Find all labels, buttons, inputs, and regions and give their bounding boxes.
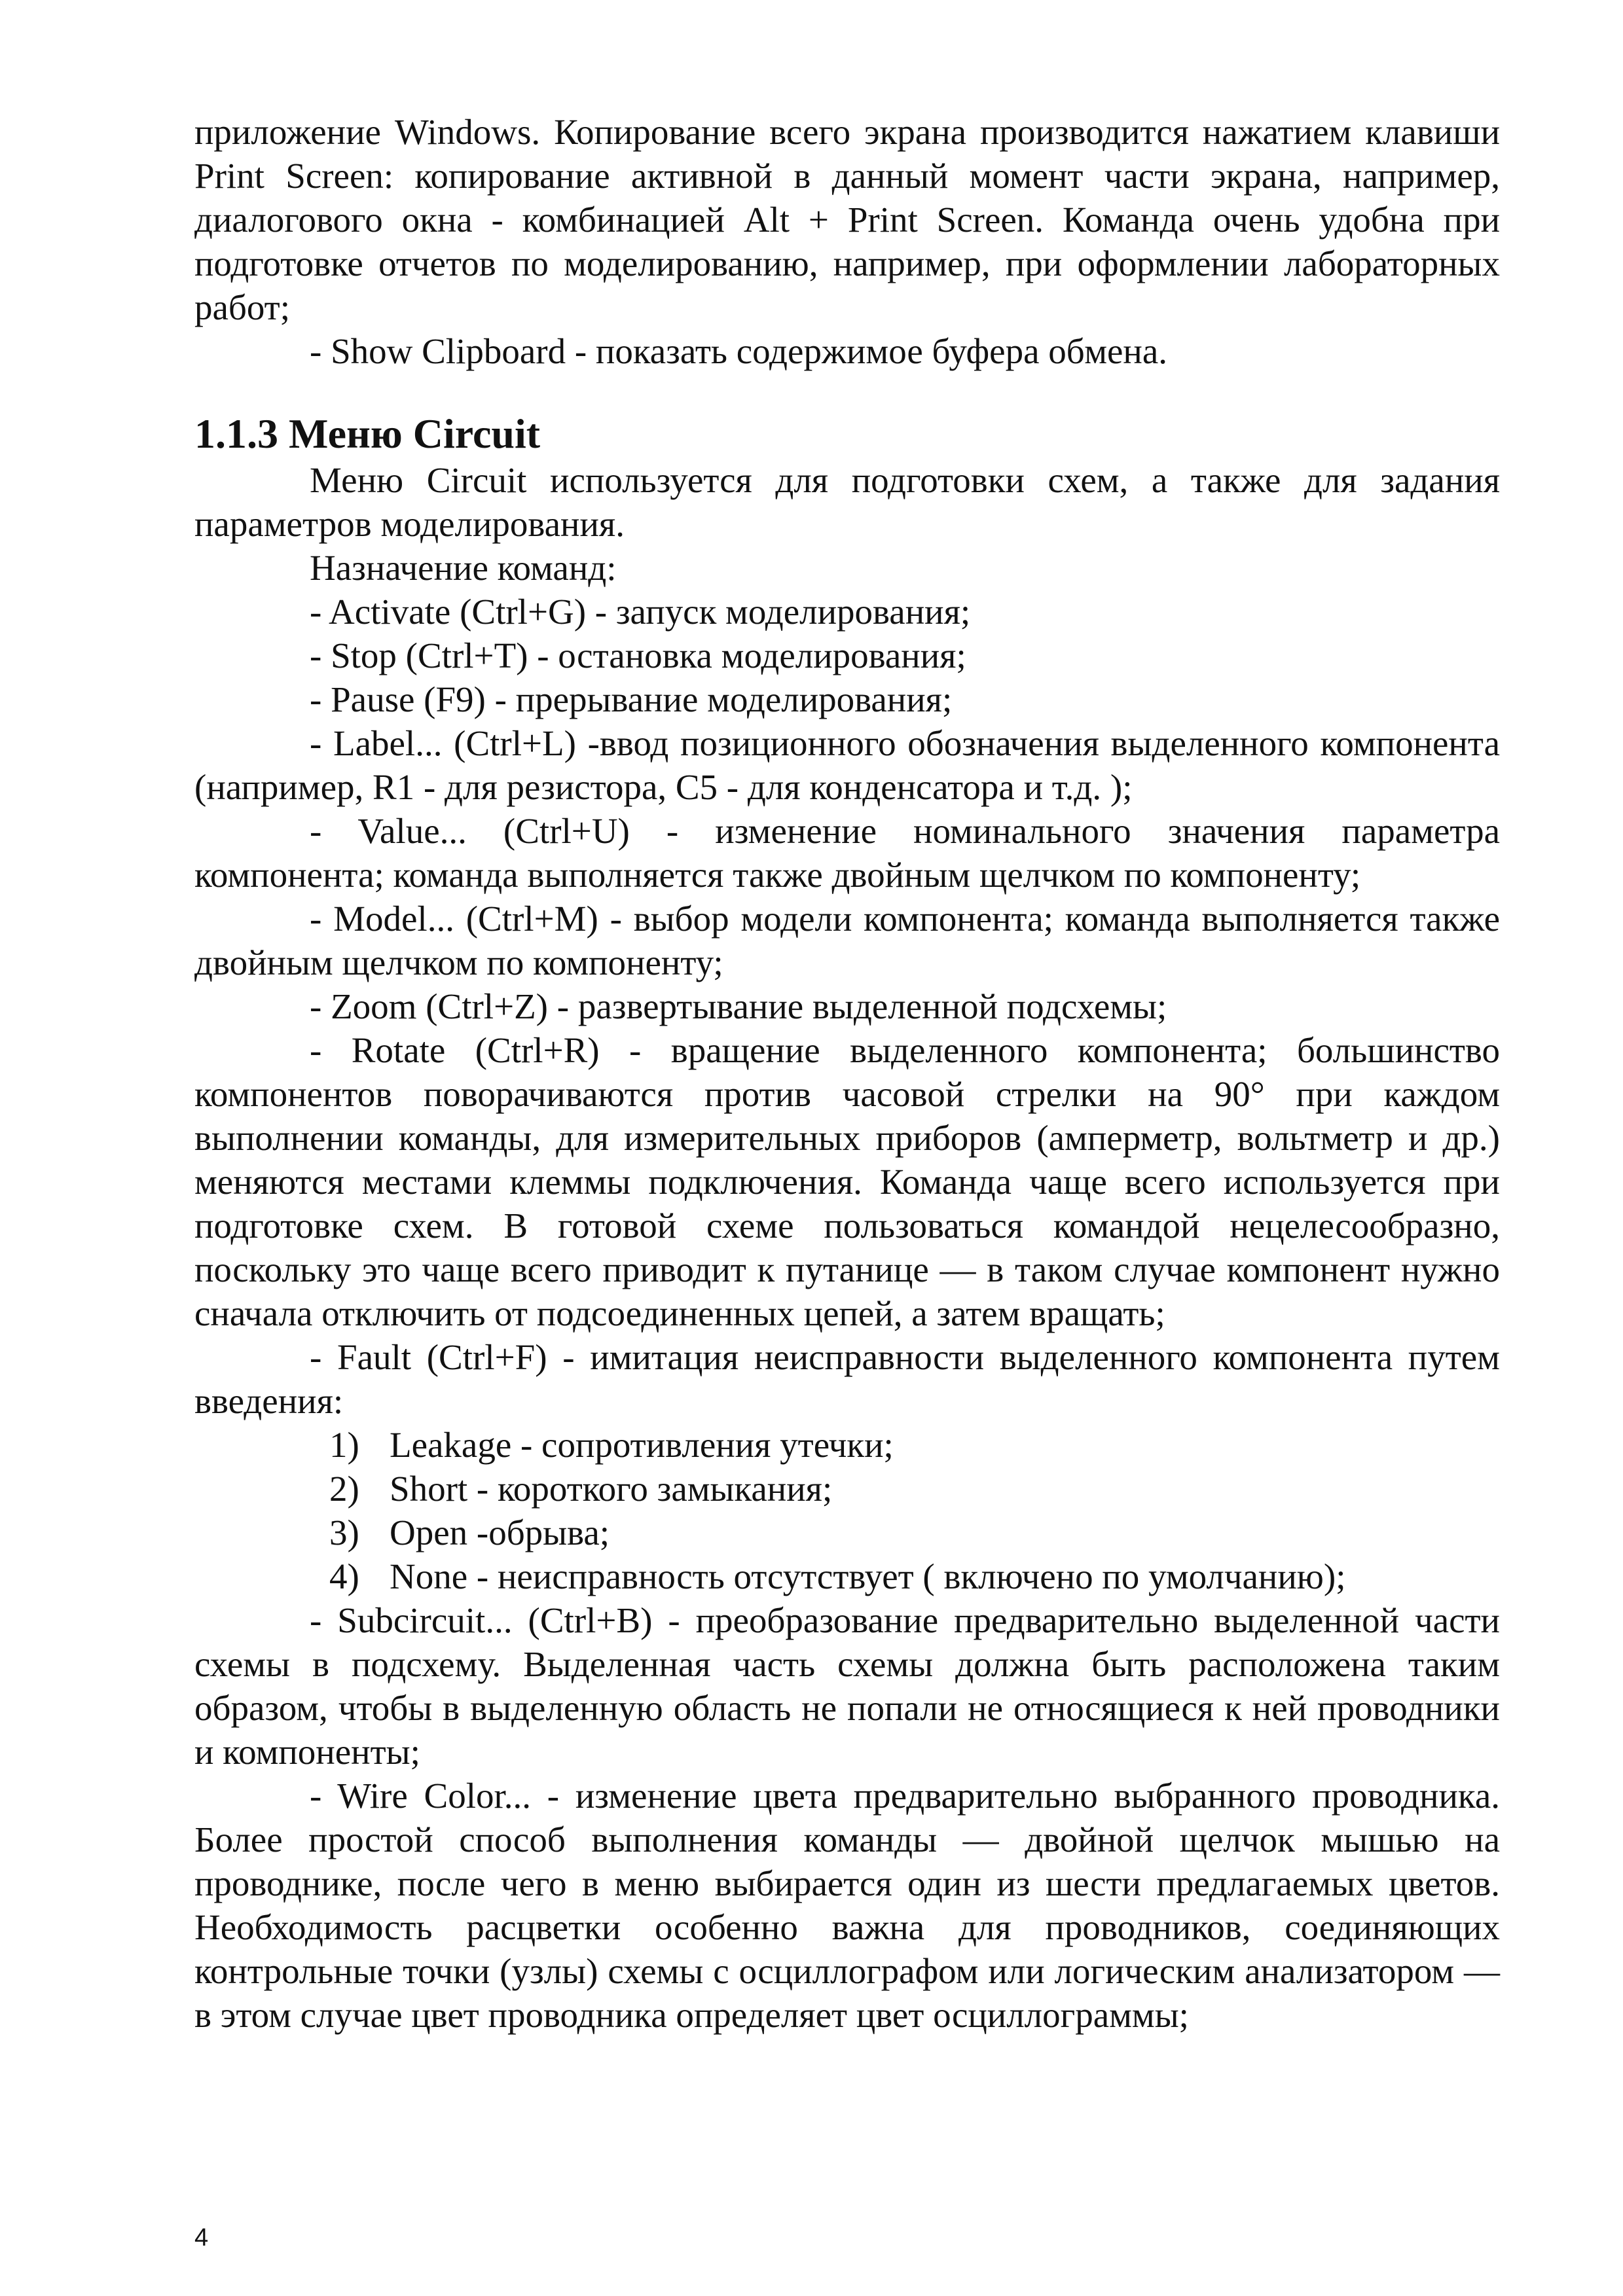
command-rotate: - Rotate (Ctrl+R) - вращение выделенного компонента; большинство компонентов поворачиваются против часовой стрелки на 90° при каждом выполнении команды, для измерительных приборов (амперметр, вольтметр и др.) меняются местами клеммы подключения. Команда чаще всего используется при подготовке схем. В готовой схеме пользоваться командой нецелесообразно, поскольку это чаще всего приводит к путанице — в таком случае компонент нужно сначала отключить от подсоединенных цепей, а затем вращать; (194, 1030, 1500, 1333)
list-text: Leakage - сопротивления утечки; (390, 1425, 894, 1465)
list-item (194, 1511, 1500, 1554)
section-intro: Меню Circuit используется для подготовки схем, а также для задания параметров моделирования. (194, 460, 1500, 544)
command-wire-color: - Wire Color... - изменение цвета предварительно выбранного проводника. Более простой способ выполнения команды — двойной щелчок мышью на проводнике, после чего в меню выбирается один из шести предлагаемых цветов. Необходимость расцветки особенно важна для проводников, соединяющих контрольные точки (узлы) схемы с осциллографом или логическим анализатором — в этом случае цвет проводника определяет цвет осциллограммы; (194, 1776, 1500, 2035)
page-content (194, 110, 1500, 2037)
command-zoom: - Zoom (Ctrl+Z) - развертывание выделенной подсхемы; (310, 986, 1167, 1026)
command-fault: - Fault (Ctrl+F) - имитация неисправности выделенного компонента путем введения: (194, 1337, 1500, 1421)
command-stop: - Stop (Ctrl+T) - остановка моделирования; (310, 636, 966, 675)
section-title: 1.1.3 Меню Circuit (194, 410, 541, 457)
command-label: - Label... (Ctrl+L) -ввод позиционного обозначения выделенного компонента (например, R1 - для резистора, C5 - для конденсатора и т.д. ); (194, 723, 1500, 807)
command-value: - Value... (Ctrl+U) - изменение номинального значения параметра компонента; команда выполняется также двойным щелчком по компоненту; (194, 811, 1500, 895)
list-number: 1) (329, 1425, 359, 1465)
command-subcircuit: - Subcircuit... (Ctrl+B) - преобразование предварительно выделенной части схемы в подсхему. Выделенная часть схемы должна быть расположена таким образом, чтобы в выделенную область не попали не относящиеся к ней проводники и компоненты; (194, 1600, 1500, 1772)
list-item (194, 1554, 1500, 1598)
list-text: Open -обрыва; (390, 1513, 610, 1552)
page-number: 4 (194, 2224, 209, 2251)
list-item (194, 1423, 1500, 1467)
command-pause: - Pause (F9) - прерывание моделирования; (310, 679, 953, 719)
list-text: None - неисправность отсутствует ( включено по умолчанию); (390, 1556, 1346, 1596)
list-number: 2) (329, 1469, 359, 1509)
commands-heading: Назначение команд: (310, 548, 617, 588)
fault-options-list (194, 1423, 1500, 1598)
list-text: Short - короткого замыкания; (390, 1469, 833, 1509)
intro-paragraph: приложение Windows. Копирование всего экрана производится нажатием клавиши Print Screen: копирование активной в данный момент части экрана, например, диалогового окна - комбинацией Alt + Print Screen. Команда очень удобна при подготовке отчетов по моделированию, например, при оформлении лабораторных работ; (194, 112, 1500, 327)
list-item (194, 1467, 1500, 1511)
command-model: - Model... (Ctrl+M) - выбор модели компонента; команда выполняется также двойным щелчком по компоненту; (194, 899, 1500, 982)
list-number: 4) (329, 1556, 359, 1596)
show-clipboard-item: - Show Clipboard - показать содержимое буфера обмена. (310, 331, 1168, 371)
list-number: 3) (329, 1513, 359, 1552)
command-activate: - Activate (Ctrl+G) - запуск моделирования; (310, 592, 971, 632)
